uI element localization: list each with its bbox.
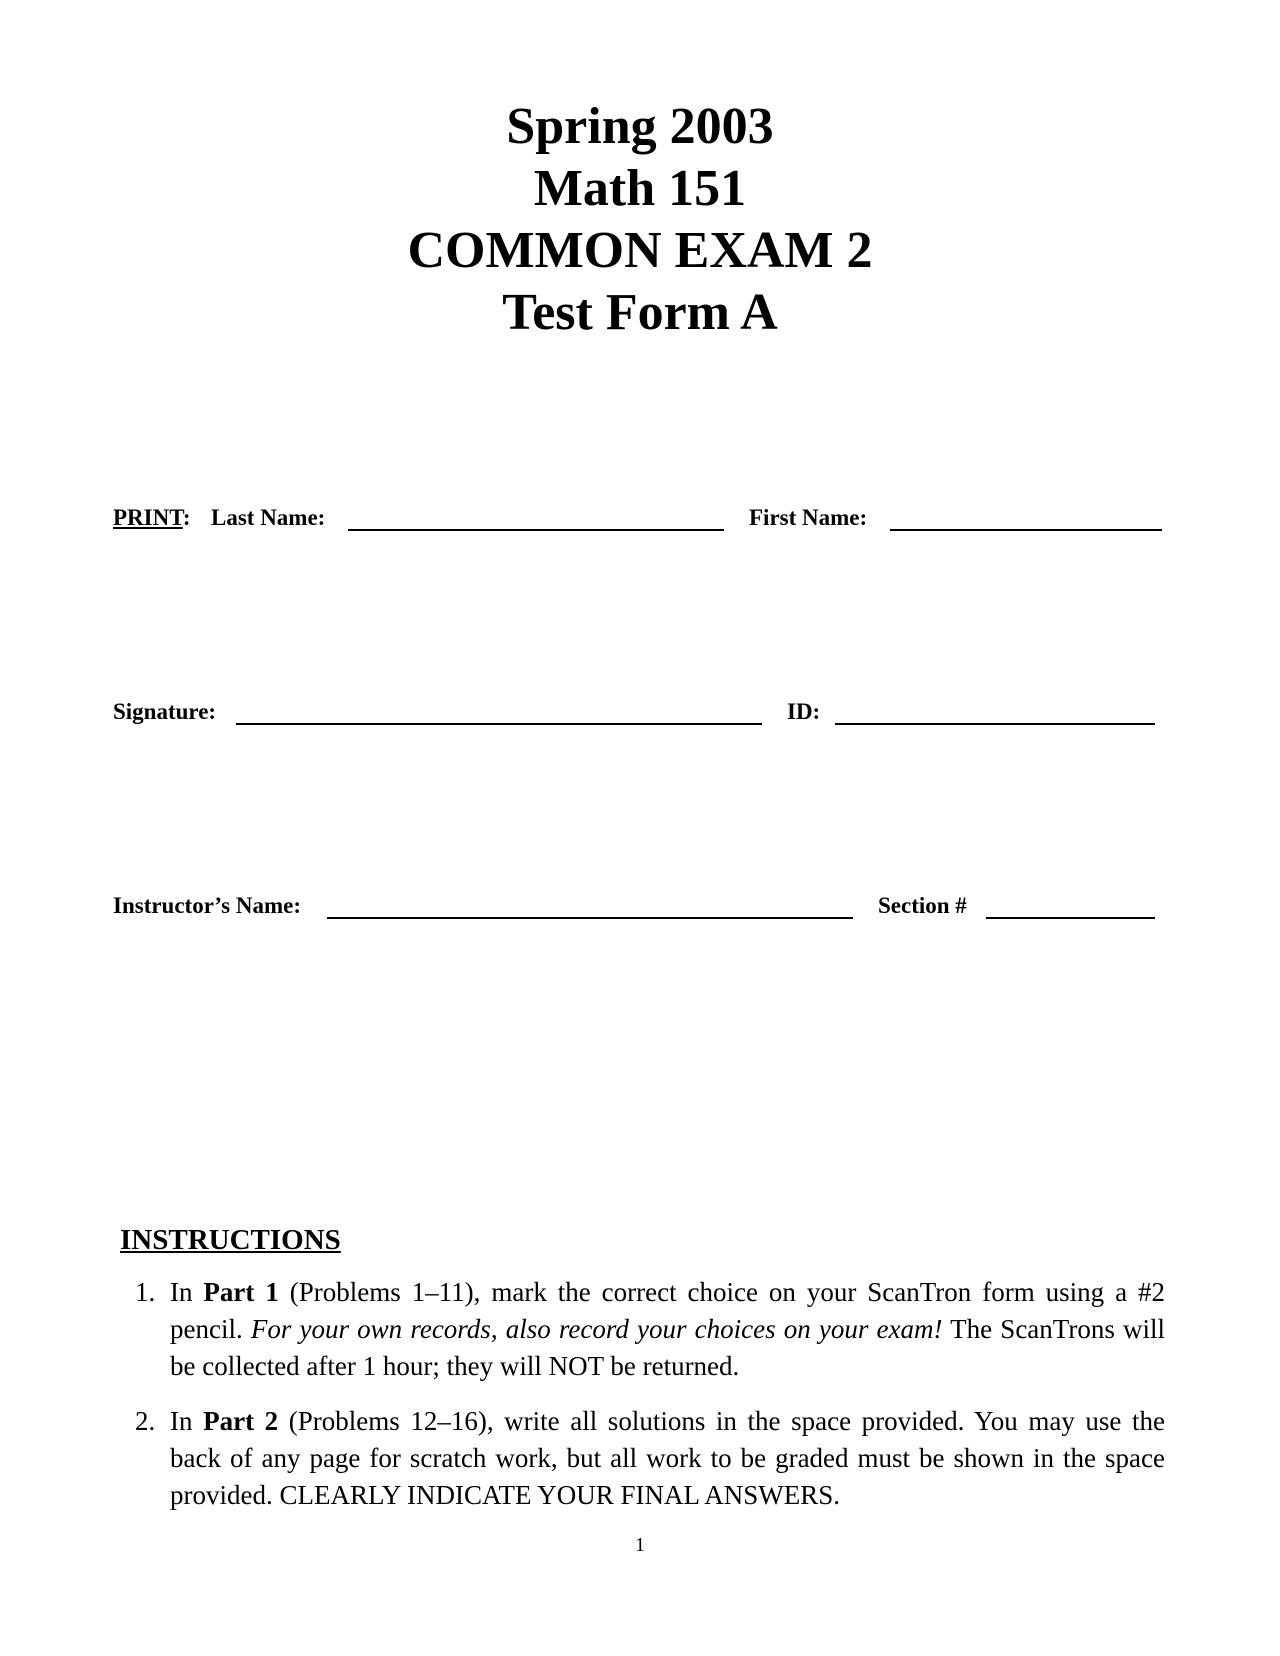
instructions-section (120, 1222, 1165, 1532)
instructor-name-line[interactable] (327, 917, 853, 919)
signature-line[interactable] (236, 723, 762, 725)
instruction-text: (Problems 12–16), write all solutions in the space provided. You may use the back of any page for scratch work, but all work to be graded must be shown in the space provided. CLEARLY INDICATE YOUR FINAL ANSWERS. (170, 1406, 1165, 1510)
first-name-line[interactable] (890, 529, 1162, 531)
instruction-text: (Problems 1–11), mark the correct choice on your ScanTron form using a #2 pencil. (170, 1277, 1165, 1344)
page-number: 1 (635, 1534, 645, 1556)
signature-label: Signature: (113, 699, 217, 724)
instructor-name-label: Instructor’s Name: (113, 893, 301, 918)
title-form: Test Form A (502, 284, 778, 341)
print-label (113, 503, 191, 533)
instruction-number: 1. (135, 1277, 156, 1307)
name-row (113, 503, 1168, 533)
signature-row (113, 697, 1168, 727)
section-line[interactable] (986, 917, 1155, 919)
print-colon: : (182, 505, 191, 530)
instructions-heading: INSTRUCTIONS (120, 1224, 341, 1256)
title-course: Math 151 (533, 160, 747, 217)
id-line[interactable] (835, 723, 1155, 725)
title-term: Spring 2003 (506, 98, 774, 155)
instruction-text: The ScanTrons will be collected after 1 hour; they will NOT be returned. (170, 1314, 1165, 1381)
instruction-text: In (170, 1277, 204, 1307)
instructor-row (113, 891, 1168, 921)
instruction-part-label: Part 2 (203, 1406, 279, 1436)
instruction-emphasis: For your own records, also record your choices on your exam! (250, 1314, 943, 1344)
instruction-item-2 (120, 1403, 1165, 1514)
id-label: ID: (787, 699, 821, 724)
last-name-label: Last Name: (211, 505, 326, 530)
last-name-line[interactable] (348, 529, 724, 531)
instruction-number: 2. (135, 1406, 156, 1436)
instruction-text: In (170, 1406, 204, 1436)
exam-title (0, 96, 1280, 344)
first-name-label: First Name: (749, 505, 868, 530)
instruction-item-1 (120, 1274, 1165, 1385)
section-label: Section # (878, 893, 967, 918)
instructions-list (120, 1274, 1165, 1514)
title-exam: COMMON EXAM 2 (407, 222, 873, 279)
print-word: PRINT (113, 505, 183, 530)
instruction-part-label: Part 1 (203, 1277, 279, 1307)
